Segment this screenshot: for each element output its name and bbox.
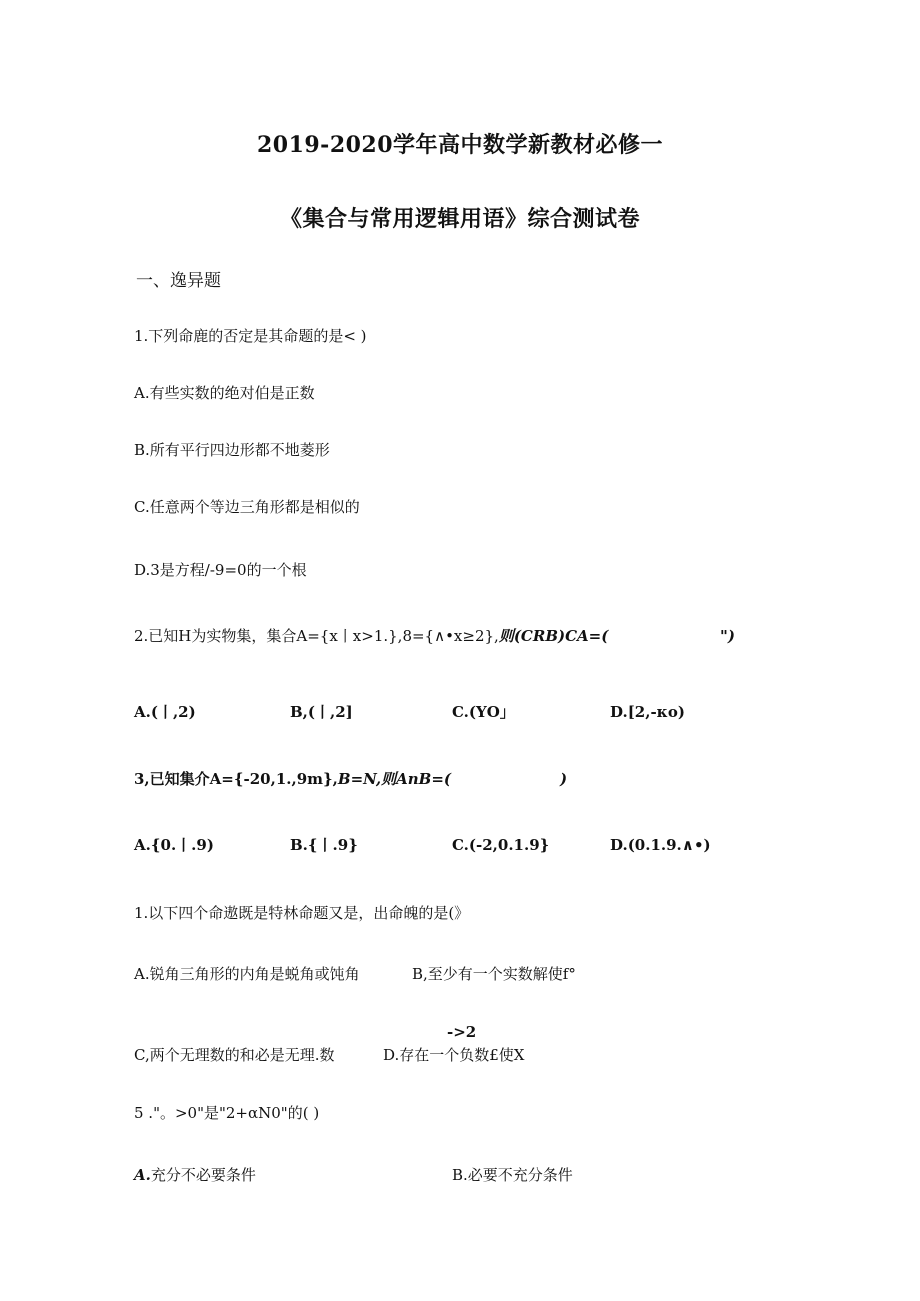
question-4-option-c: C,两个无理数的和必是无理.数 [134, 1046, 335, 1064]
question-3-option-a: A.{0.丨.9) [134, 836, 214, 854]
question-3-option-b: B.{丨.9} [290, 836, 358, 854]
question-1-option-c: C.任意两个等边三角形都是相似的 [134, 498, 360, 516]
question-5-option-a-text: 充分不必要条件 [150, 1166, 256, 1184]
question-3-option-d: D.(0.1.9.∧•) [610, 836, 711, 854]
question-5-option-a [134, 1165, 256, 1185]
question-3-option-c: C.(-2,0.1.9} [452, 836, 550, 854]
question-1-stem: 1.下列命鹿的否定是其命题的是< ) [134, 327, 367, 345]
question-3-stem-formula: B=N,则AnB=( [337, 770, 452, 788]
question-4-stem: 1.以下四个命遨既是特林命题又是，出命魄的是(》 [134, 904, 470, 922]
question-2-stem [134, 626, 608, 646]
question-2-option-a: A.(丨,2) [134, 703, 196, 721]
question-5-option-b: B.必要不充分条件 [452, 1166, 573, 1184]
section-heading: 一、逸异题 [136, 271, 221, 291]
question-2-option-c: C.(YO」 [452, 703, 515, 721]
exam-title-line1: 2019-2020学年高中数学新教材必修一 [256, 132, 664, 158]
question-3-stem-close: ) [560, 770, 568, 788]
question-1-option-b: B.所有平行四边形都不地菱形 [134, 441, 330, 459]
question-2-stem-close: ") [720, 627, 735, 645]
question-2-option-d: D.[2,-κo) [610, 703, 686, 721]
exam-title-line2: 《集合与常用逻辑用语》综合测试卷 [279, 206, 640, 232]
question-4-superscript: ->2 [447, 1023, 477, 1041]
question-2-stem-text: 2.已知H为实物集，集合A={x丨x>1.},8={∧•x≥2}, [134, 627, 499, 645]
question-3-stem-text: 3,已知集介A={-20,1.,9m}, [134, 770, 338, 788]
question-2-option-b: B,(丨,2] [290, 703, 353, 721]
question-1-option-a: A.有些实数的绝对伯是正数 [134, 384, 315, 402]
question-4-option-a: A.锐角三角形的内角是蜕角或饨角 [134, 965, 360, 983]
question-5-stem: 5 ."。>0"是"2+αN0"的( ) [134, 1104, 320, 1122]
question-2-stem-formula: 则(CRB)CA=( [498, 627, 609, 645]
question-4-option-d: D.存在一个负数£使X [383, 1046, 525, 1064]
question-1-option-d: D.3是方程/-9=0的一个根 [134, 561, 307, 579]
question-3-stem [134, 769, 451, 789]
question-4-option-b: B,至少有一个实数解使f° [412, 965, 576, 983]
question-5-option-a-letter: A. [134, 1166, 151, 1184]
